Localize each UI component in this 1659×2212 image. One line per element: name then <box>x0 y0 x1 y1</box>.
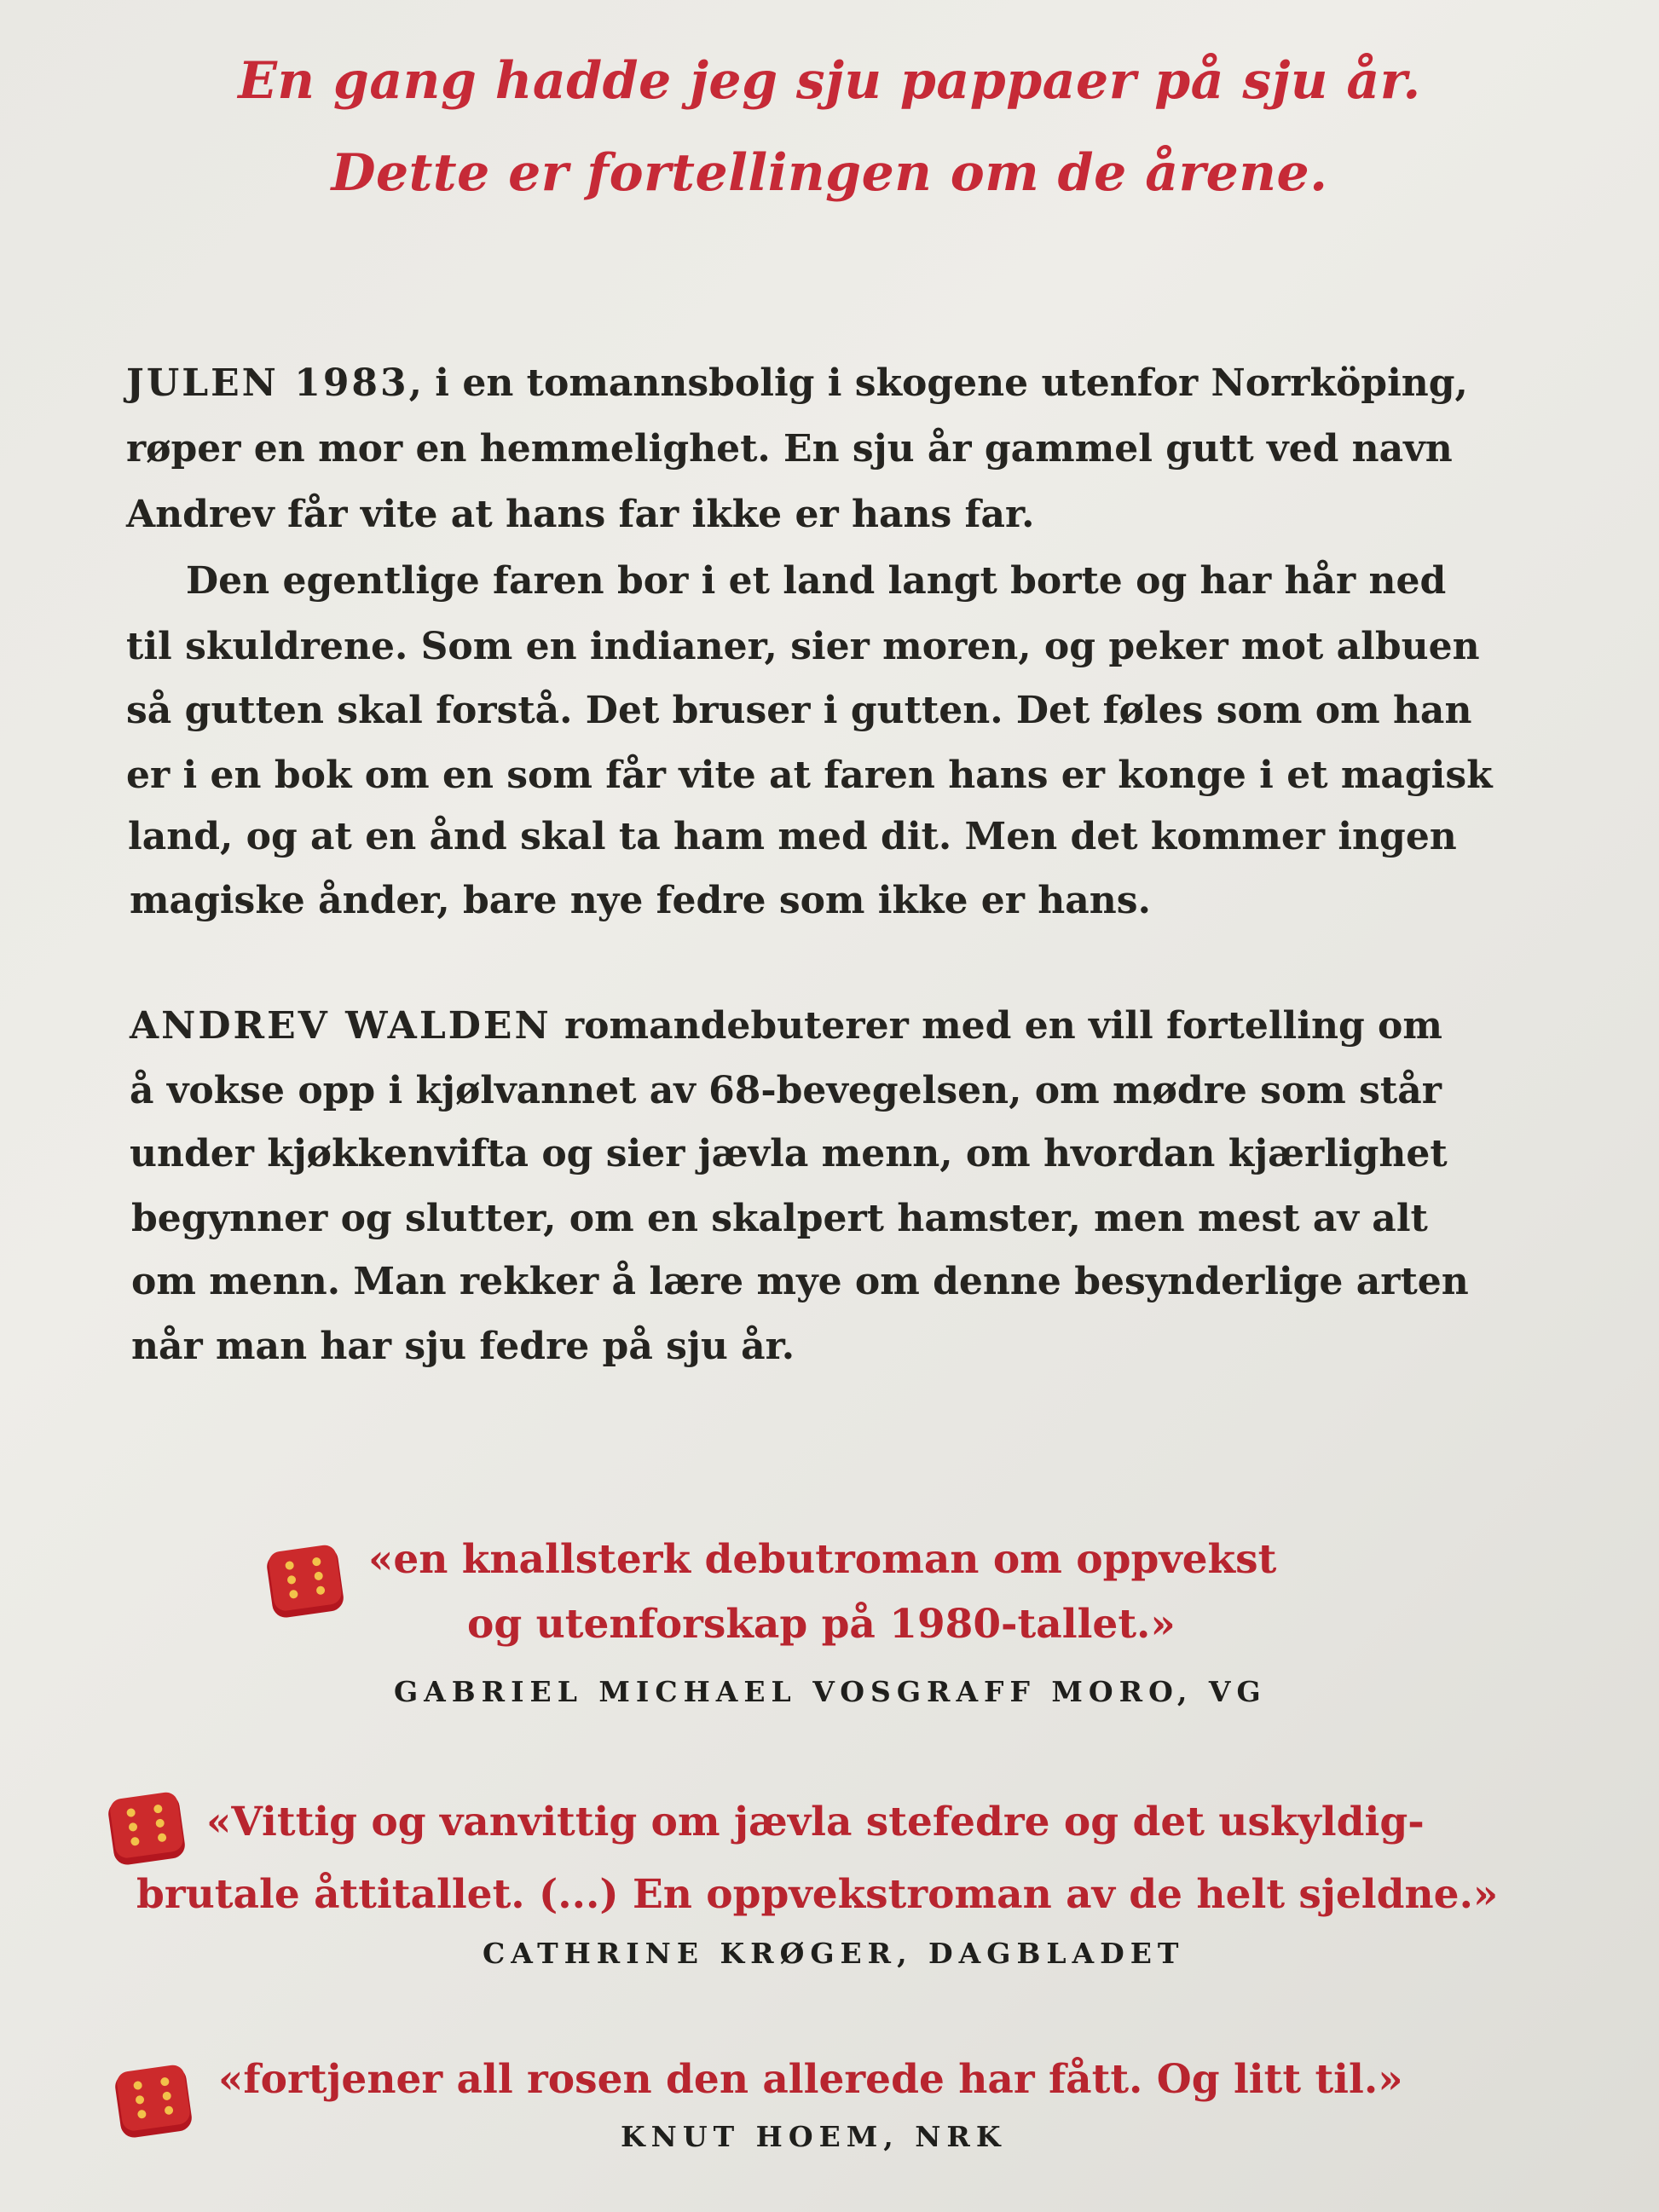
dice-six-icon <box>114 2065 194 2138</box>
review-attribution: KNUT HOEM, NRK <box>621 2120 1007 2153</box>
text-line: til skuldrene. Som en indianer, sier moren, og peker mot albuen <box>126 625 1480 668</box>
review-quote-line: brutale åttitallet. (...) En oppvekstroman av de helt sjeldne.» <box>136 1871 1499 1918</box>
text-line: om menn. Man rekker å lære mye om denne besynderlige arten <box>131 1260 1469 1303</box>
text-line: så gutten skal forstå. Det bruser i gutten. Det føles som om han <box>126 689 1472 732</box>
text-line: er i en bok om en som får vite at faren hans er konge i et magisk <box>126 754 1493 797</box>
text-line: når man har sju fedre på sju år. <box>131 1325 795 1368</box>
text-line: under kjøkkenvifta og sier jævla menn, om hvordan kjærlighet <box>130 1132 1448 1175</box>
review-quote-line: «en knallsterk debutroman om oppvekst <box>368 1536 1277 1583</box>
text-line: , i en tomannsbolig i skogene utenfor Norrköping, <box>408 361 1468 405</box>
text-line: Andrev får vite at hans far ikke er hans far. <box>126 493 1035 536</box>
text-line: Den egentlige faren bor i et land langt borte og har hår ned <box>186 559 1447 603</box>
tagline-line-1: En gang hadde jeg sju pappaer på sju år. <box>238 51 1421 111</box>
review-quote-line: og utenforskap på 1980-tallet.» <box>467 1601 1176 1648</box>
text-line: begynner og slutter, om en skalpert hamster, men mest av alt <box>131 1197 1428 1240</box>
review-attribution: GABRIEL MICHAEL VOSGRAFF MORO, VG <box>394 1675 1267 1708</box>
text-line: romandebuterer med en vill fortelling om <box>551 1004 1442 1048</box>
paragraph-lead: JULEN 1983 <box>126 361 409 405</box>
text-line: røper en mor en hemmelighet. En sju år gammel gutt ved navn <box>126 427 1453 471</box>
review-attribution: CATHRINE KRØGER, DAGBLADET <box>483 1937 1185 1970</box>
dice-six-icon <box>107 1792 188 1865</box>
review-quote-line: «Vittig og vanvittig om jævla stefedre og det uskyldig- <box>206 1799 1425 1845</box>
text-line: magiske ånder, bare nye fedre som ikke er hans. <box>130 879 1151 922</box>
text-line: land, og at en ånd skal ta ham med dit. Men det kommer ingen <box>128 815 1457 858</box>
tagline-line-2: Dette er fortellingen om de årene. <box>331 143 1328 203</box>
review-quote-line: «fortjener all rosen den allerede har fått. Og litt til.» <box>218 2056 1403 2103</box>
dice-six-icon <box>266 1545 346 1618</box>
paragraph-lead: ANDREV WALDEN <box>130 1004 552 1048</box>
text-line: å vokse opp i kjølvannet av 68-bevegelsen, om mødre som står <box>130 1069 1442 1112</box>
